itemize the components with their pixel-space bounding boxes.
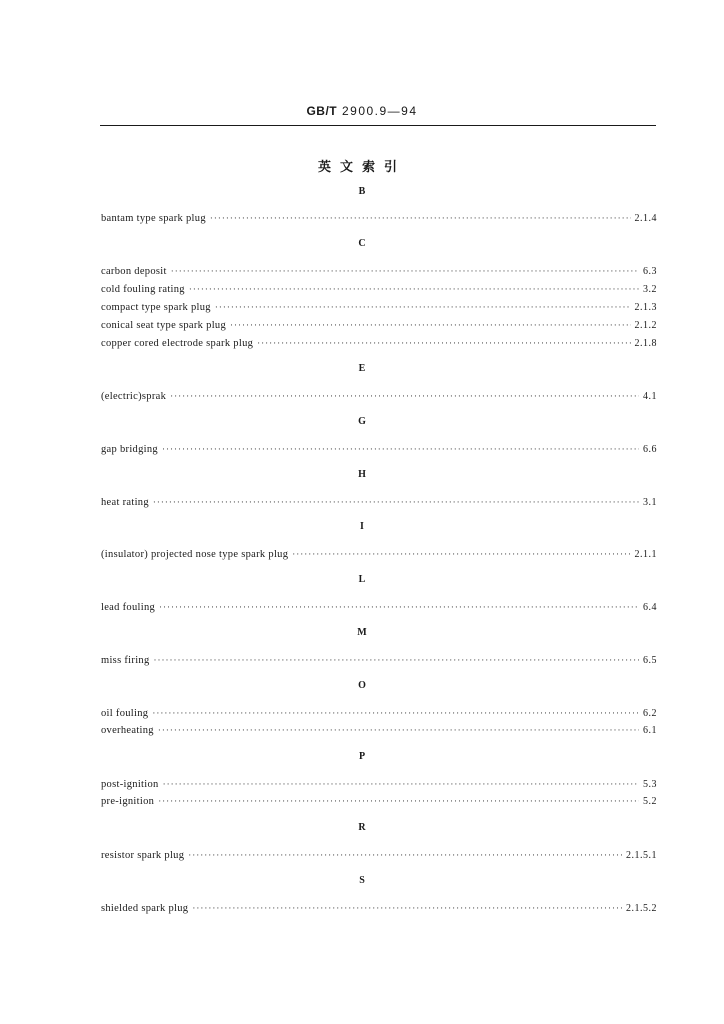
- entry-ref: 6.2: [643, 708, 657, 719]
- section-letter-p: P: [358, 751, 366, 762]
- entry-term: post-ignition: [101, 779, 159, 790]
- index-entry: [101, 723, 657, 737]
- standard-number: 2900.9—94: [341, 104, 418, 118]
- index-entry: [101, 318, 657, 332]
- leader-dots: [215, 300, 631, 314]
- section-letter-m: M: [357, 627, 367, 638]
- section-letter-l: L: [358, 574, 366, 585]
- section-letter-g: G: [358, 416, 366, 427]
- index-entry: [101, 264, 657, 278]
- entry-ref: 2.1.1: [634, 549, 657, 560]
- entry-ref: 2.1.2: [634, 320, 657, 331]
- index-entry: [101, 706, 657, 720]
- entry-term: copper cored electrode spark plug: [101, 338, 254, 349]
- index-entry: [101, 336, 657, 350]
- index-entry: [101, 211, 657, 225]
- index-entry: [101, 901, 657, 915]
- entry-ref: 3.2: [643, 284, 657, 295]
- index-entry: [101, 547, 657, 561]
- entry-term: carbon deposit: [101, 266, 167, 277]
- section-letter-b: B: [358, 186, 366, 197]
- entry-term: oil fouling: [101, 708, 149, 719]
- entry-term: (electric)sprak: [101, 391, 167, 402]
- entry-ref: 6.4: [643, 602, 657, 613]
- entry-ref: 4.1: [643, 391, 657, 402]
- entry-ref: 6.3: [643, 266, 657, 277]
- leader-dots: [159, 600, 639, 614]
- entry-ref: 6.5: [643, 655, 657, 666]
- index-entry: [101, 600, 657, 614]
- section-letter-o: O: [358, 680, 366, 691]
- section-letter-s: S: [359, 875, 365, 886]
- entry-ref: 3.1: [643, 497, 657, 508]
- leader-dots: [189, 282, 639, 296]
- index-entry: [101, 282, 657, 296]
- section-letter-i: I: [360, 521, 364, 532]
- index-entry: [101, 777, 657, 791]
- entry-term: conical seat type spark plug: [101, 320, 227, 331]
- entry-ref: 2.1.3: [634, 302, 657, 313]
- page-header: [0, 104, 724, 118]
- leader-dots: [163, 777, 639, 791]
- index-entry: [101, 653, 657, 667]
- entry-term: compact type spark plug: [101, 302, 211, 313]
- header-rule: [100, 125, 656, 126]
- index-entry: [101, 794, 657, 808]
- index-title: 英文索引: [317, 160, 406, 175]
- section-letter-h: H: [358, 469, 366, 480]
- leader-dots: [257, 336, 630, 350]
- entry-term: lead fouling: [101, 602, 156, 613]
- leader-dots: [162, 442, 639, 456]
- entry-term: heat rating: [101, 497, 149, 508]
- entry-ref: 6.1: [643, 725, 657, 736]
- entry-ref: 2.1.4: [634, 213, 657, 224]
- leader-dots: [158, 794, 639, 808]
- entry-ref: 5.2: [643, 796, 657, 807]
- entry-term: overheating: [101, 725, 154, 736]
- leader-dots: [188, 848, 622, 862]
- entry-term: gap bridging: [101, 444, 158, 455]
- leader-dots: [154, 653, 639, 667]
- entry-term: bantam type spark plug: [101, 213, 206, 224]
- entry-ref: 5.3: [643, 779, 657, 790]
- section-letter-e: E: [358, 363, 366, 374]
- leader-dots: [158, 723, 639, 737]
- leader-dots: [153, 495, 639, 509]
- leader-dots: [152, 706, 639, 720]
- section-letter-r: R: [358, 822, 366, 833]
- leader-dots: [171, 264, 639, 278]
- entry-term: pre-ignition: [101, 796, 155, 807]
- entry-ref: 2.1.5.1: [626, 850, 657, 861]
- entry-term: resistor spark plug: [101, 850, 185, 861]
- leader-dots: [292, 547, 630, 561]
- entry-ref: 2.1.8: [634, 338, 657, 349]
- entry-ref: 6.6: [643, 444, 657, 455]
- index-entry: [101, 389, 657, 403]
- index-entry: [101, 848, 657, 862]
- section-letter-c: C: [358, 238, 366, 249]
- index-entry: [101, 442, 657, 456]
- leader-dots: [170, 389, 639, 403]
- entry-term: shielded spark plug: [101, 903, 189, 914]
- standard-code: GB/T: [306, 104, 338, 118]
- index-entry: [101, 495, 657, 509]
- leader-dots: [192, 901, 622, 915]
- entry-ref: 2.1.5.2: [626, 903, 657, 914]
- leader-dots: [230, 318, 630, 332]
- leader-dots: [210, 211, 631, 225]
- index-entry: [101, 300, 657, 314]
- entry-term: miss firing: [101, 655, 150, 666]
- entry-term: cold fouling rating: [101, 284, 185, 295]
- entry-term: (insulator) projected nose type spark plug: [101, 549, 289, 560]
